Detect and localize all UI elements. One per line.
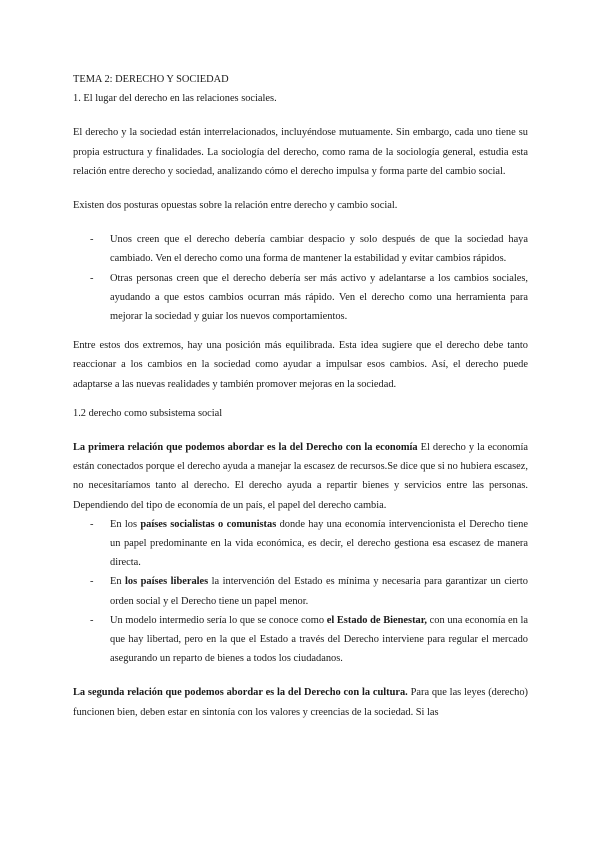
culture-bold-lead: La segunda relación que podemos abordar es la del Derecho con la cultura. (73, 687, 408, 699)
list-item-pre: En los (110, 518, 141, 530)
economy-bold-lead: La primera relación que podemos abordar es la del Derecho con la economía (73, 442, 418, 454)
list-item-bold: los países liberales (125, 576, 209, 588)
paragraph-economy (73, 438, 528, 515)
list-item-pre: Un modelo intermedio sería lo que se conoce como (110, 614, 327, 626)
list-item-bold: el Estado de Bienestar, (326, 614, 427, 626)
culture-text: Para que las leyes (derecho) funcionen bien, deben estar en sintonía con los valores y creencias de la sociedad. Si las (73, 687, 528, 718)
economy-models-list (73, 515, 528, 669)
list-item: - Otras personas creen que el derecho debería ser más activo y adelantarse a los cambios sociales, ayudando a que estos cambios ocurran más rápido. Ven el derecho como una herramienta para mejorar la sociedad y guiar los nuevos comportamientos. (73, 269, 528, 327)
list-item-post: donde hay una economía intervencionista el Derecho tiene un papel predominante en la vida económica, es decir, el derecho gestiona esa escasez de manera directa. (110, 518, 528, 569)
document-content (73, 70, 528, 722)
section-heading-2: 1.2 derecho como subsistema social (73, 407, 223, 419)
list-item (73, 572, 528, 610)
document-title: TEMA 2: DERECHO Y SOCIEDAD (73, 74, 229, 85)
list-item-pre: En (110, 576, 126, 588)
paragraph-intro: El derecho y la sociedad están interrelacionados, incluyéndose mutuamente. Sin embargo, cada uno tiene su propia estructura y finalidades. La sociología del derecho, como rama de la sociología general, estudia esta relación entre derecho y sociedad, analizando cómo el derecho impulsa y forma parte del cambio social. (73, 127, 528, 177)
list-item (73, 611, 528, 669)
paragraph-balanced-position: Entre estos dos extremos, hay una posición más equilibrada. Esta idea sugiere que el derecho debe tanto reaccionar a los cambios en la sociedad como ayudar a impulsar esos cambios. Así, el derecho puede adaptarse a las nuevas realidades y también promover mejoras en la sociedad. (73, 340, 528, 390)
list-item: - Unos creen que el derecho debería cambiar despacio y solo después de que la sociedad haya cambiado. Ven el derecho como una forma de mantener la estabilidad y evitar cambios rápidos. (73, 230, 528, 268)
list-item-bold: países socialistas o comunistas (140, 518, 277, 530)
paragraph-culture (73, 683, 528, 721)
section-heading-1: 1. El lugar del derecho en las relaciones sociales. (73, 93, 277, 105)
postures-list (73, 230, 528, 326)
list-item-post: la intervención del Estado es mínima y necesaria para garantizar un cierto orden social y el Derecho tiene un papel menor. (110, 576, 528, 607)
list-item-post: con una economía en la que hay libertad, pero en la que el Estado a través del Derecho interviene para regular el mercado asegurando un reparto de bienes a todos los ciudadanos. (110, 614, 529, 665)
list-item (73, 515, 528, 573)
paragraph-postures-intro: Existen dos posturas opuestas sobre la relación entre derecho y cambio social. (73, 200, 398, 212)
economy-text: El derecho y la economía están conectados porque el derecho ayuda a manejar la escasez de recursos.Se dice que si no hubiera escasez, no necesitaríamos tanto al derecho. El derecho ayuda a repartir bienes y servicios entre las personas. Dependiendo del tipo de economía de un país, el papel del derecho cambia. (73, 442, 528, 511)
